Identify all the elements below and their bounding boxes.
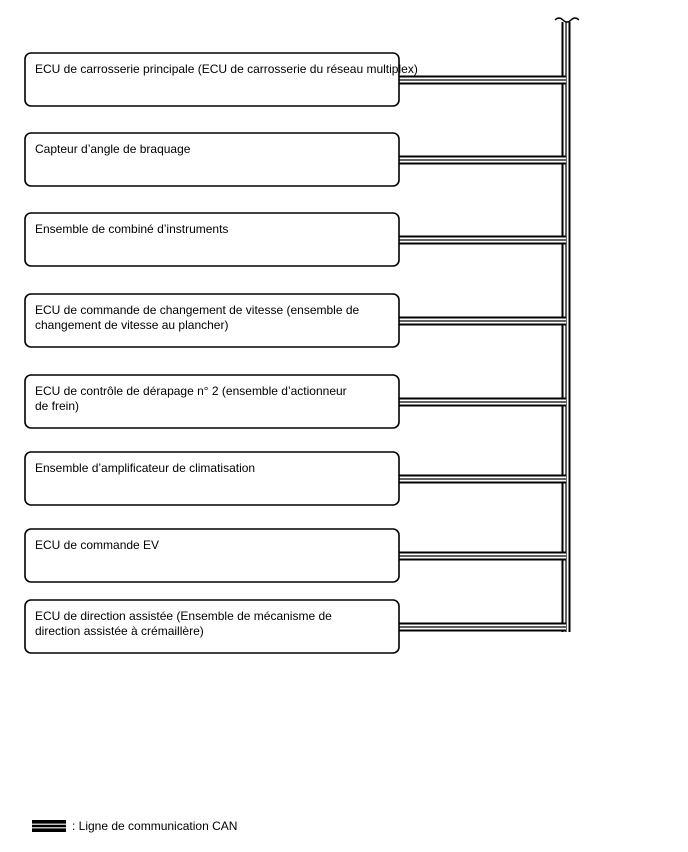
ecu-box-shift-control-ecu bbox=[25, 294, 399, 347]
ecu-box-frame bbox=[25, 452, 399, 505]
ecu-box-steering-angle-sensor bbox=[25, 133, 399, 186]
ecu-label: Ensemble de combiné d’instruments bbox=[35, 222, 229, 236]
ecu-label: Ensemble d’amplificateur de climatisation bbox=[35, 461, 256, 475]
ecu-box-frame bbox=[25, 53, 399, 106]
legend-label: : Ligne de communication CAN bbox=[72, 819, 238, 833]
ecu-box-combination-meter bbox=[25, 213, 399, 266]
ecu-boxes bbox=[25, 53, 418, 653]
ecu-box-frame bbox=[25, 213, 399, 266]
ecu-label: ECU de commande EV bbox=[35, 538, 160, 552]
ecu-label: de frein) bbox=[35, 399, 80, 413]
ecu-box-power-steering-ecu bbox=[25, 600, 399, 653]
ecu-box-frame bbox=[25, 133, 399, 186]
ecu-box-body-ecu bbox=[25, 53, 418, 106]
ecu-label: ECU de direction assistée (Ensemble de mécanisme de bbox=[35, 609, 332, 623]
ecu-box-ev-control-ecu bbox=[25, 529, 399, 582]
ecu-label: Capteur d’angle de braquage bbox=[35, 142, 191, 156]
ecu-label: ECU de commande de changement de vitesse (ensemble de bbox=[35, 303, 360, 317]
can-line-symbol-icon bbox=[32, 818, 66, 834]
ecu-label: changement de vitesse au plancher) bbox=[35, 318, 229, 332]
ecu-label: ECU de contrôle de dérapage n° 2 (ensemble d’actionneur bbox=[35, 384, 347, 398]
ecu-label: ECU de carrosserie principale (ECU de carrosserie du réseau multiplex) bbox=[35, 62, 418, 76]
bus-break-mark bbox=[555, 18, 579, 22]
ecu-box-frame bbox=[25, 375, 399, 428]
ecu-label: direction assistée à crémaillère) bbox=[35, 624, 204, 638]
legend bbox=[32, 818, 237, 834]
ecu-box-frame bbox=[25, 529, 399, 582]
ecu-box-air-conditioning-amplifier bbox=[25, 452, 399, 505]
can-bus-lines bbox=[397, 18, 579, 632]
ecu-box-skid-control-ecu bbox=[25, 375, 399, 428]
